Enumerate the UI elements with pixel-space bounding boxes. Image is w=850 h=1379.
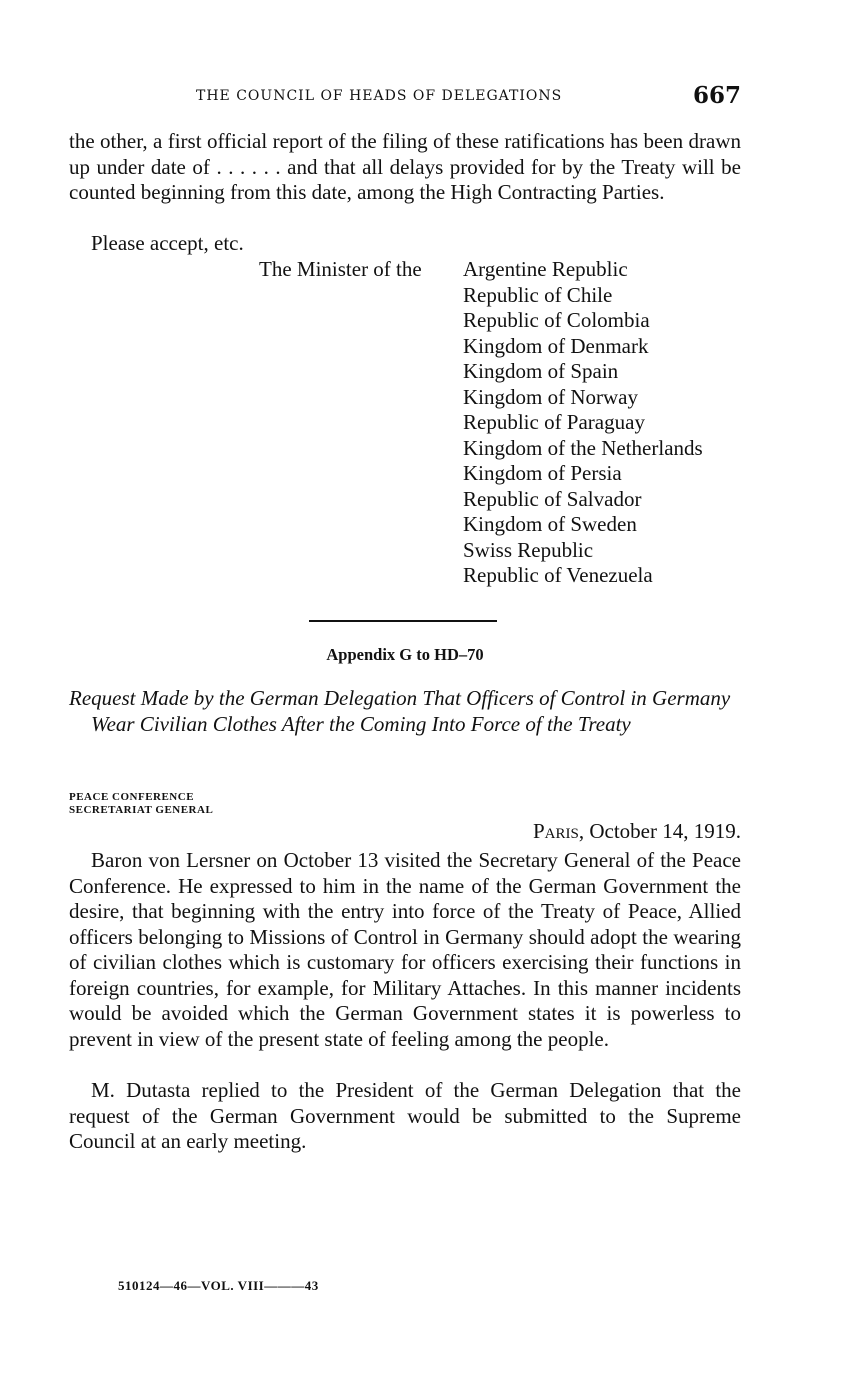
letterhead-line-2: SECRETARIAT GENERAL [69, 804, 214, 816]
country-item: Swiss Republic [463, 537, 594, 562]
running-title: THE COUNCIL OF HEADS OF DELEGATIONS [196, 88, 563, 104]
opening-paragraph: the other, a first official report of the filing of these ratifications has been drawn up under date of . . . . . . and that all delays provided for by the Treaty will be counted beginning from this date, among the High Contracting Parties. [69, 129, 741, 204]
appendix-title: Request Made by the German Delegation That Officers of Control in Germany Wear Civilian Clothes After the Coming Into Force of the Treaty [69, 686, 731, 736]
country-item: Republic of Paraguay [463, 410, 645, 434]
dateline-date: October 14, 1919. [589, 819, 741, 843]
dateline-city: Paris, [533, 819, 585, 843]
dateline [300, 819, 741, 845]
closing-formula: Please accept, etc. [91, 231, 244, 255]
letterhead-line-1: PEACE CONFERENCE [69, 791, 195, 803]
running-header [196, 82, 741, 112]
country-item: Kingdom of Denmark [463, 333, 649, 358]
letterhead [69, 791, 213, 817]
country-item: Kingdom of Persia [463, 461, 622, 485]
section-divider [309, 620, 497, 622]
country-item: Republic of Chile [463, 282, 613, 307]
printer-line: 510124—46—VOL. VIII———43 [118, 1278, 319, 1293]
country-item: Republic of Colombia [463, 308, 650, 332]
country-item: Kingdom of Spain [463, 359, 619, 383]
country-item: Argentine Republic [463, 257, 628, 281]
country-item: Republic of Venezuela [463, 563, 653, 587]
country-item: Kingdom of Sweden [463, 512, 637, 536]
country-list [463, 257, 703, 589]
signatory-label: The Minister of the [259, 257, 422, 281]
country-item: Kingdom of the Netherlands [463, 435, 703, 460]
page-number: 667 [692, 82, 741, 109]
appendix-heading: Appendix G to HD–70 [326, 645, 484, 664]
country-item: Kingdom of Norway [463, 384, 638, 409]
body-paragraph-2: M. Dutasta replied to the President of the German Delegation that the request of the German Government would be submitted to the Supreme Council at an early meeting. [69, 1078, 741, 1153]
body-paragraph-1: Baron von Lersner on October 13 visited the Secretary General of the Peace Conference. He expressed to him in the name of the German Government the desire, that beginning with the entry into force of the Treaty of Peace, Allied officers belonging to Missions of Control in Germany should adopt the wearing of civilian clothes which is customary for officers exercising their functions in foreign countries, for example, for Military Attaches. In this manner incidents would be avoided which the German Government states it is powerless to prevent in view of the present state of feeling among the people. [69, 848, 741, 1051]
country-item: Republic of Salvador [463, 486, 642, 511]
